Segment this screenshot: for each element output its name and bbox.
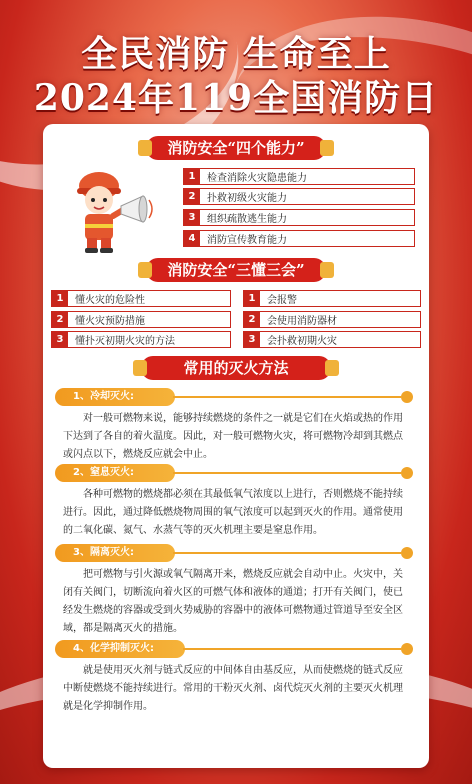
dot-icon (401, 467, 413, 479)
divider (173, 396, 401, 398)
headline-event: 2024年119全国消防日 (33, 77, 439, 119)
method-heading (55, 544, 417, 562)
method-heading-label: 4、化学抑制灭火: (55, 640, 185, 658)
item-number: 3 (244, 332, 260, 347)
list-item (243, 331, 421, 348)
section-title-fire-methods: 常用的灭火方法 (141, 356, 331, 380)
method-body: 各种可燃物的燃烧都必须在其最低氧气浓度以上进行，否则燃烧不能持续进行。因此，通过降低燃烧物周围的氧气浓度可以起到灭火的作用。通常使用的二氧化碳、氮气、水蒸气等的灭火机理主要是窒息作用。 (63, 489, 403, 536)
list-item (243, 311, 421, 328)
item-number: 4 (184, 231, 200, 246)
item-text: 检查消除火灾隐患能力 (207, 173, 307, 184)
method-body: 对一般可燃物来说，能够持续燃烧的条件之一就是它们在火焰或热的作用下达到了各自的着火温度。因此，对一般可燃物火灾，将可燃物冷却到其燃点或闪点以下，燃烧反应就会中止。 (63, 413, 403, 460)
method-heading-label: 2、窒息灭火: (55, 464, 175, 482)
divider (173, 472, 401, 474)
item-number: 2 (244, 312, 260, 327)
dot-icon (401, 391, 413, 403)
item-number: 1 (244, 291, 260, 306)
item-number: 3 (184, 210, 200, 225)
item-number: 2 (184, 189, 200, 204)
firefighter-with-megaphone-icon (63, 162, 159, 254)
list-item (51, 331, 231, 348)
item-text: 会使用消防器材 (267, 316, 337, 327)
item-text: 懂火灾预防措施 (75, 316, 145, 327)
headline-slogan: 全民消防 生命至上 (81, 33, 391, 75)
item-number: 1 (52, 291, 68, 306)
divider (183, 648, 401, 650)
item-text: 会扑救初期火灾 (267, 336, 337, 347)
divider (173, 552, 401, 554)
item-number: 3 (52, 332, 68, 347)
section-title-three-knows: 消防安全“三懂三会” (146, 258, 326, 282)
dot-icon (401, 547, 413, 559)
dot-icon (401, 643, 413, 655)
method-heading-label: 1、冷却灭火: (55, 388, 175, 406)
list-item (183, 209, 415, 226)
item-text: 懂火灾的危险性 (75, 295, 145, 306)
list-item (51, 290, 231, 307)
item-text: 扑救初级火灾能力 (207, 193, 287, 204)
list-item (183, 188, 415, 205)
section-title-four-abilities: 消防安全“四个能力” (146, 136, 326, 160)
list-item (183, 230, 415, 247)
poster-header (0, 32, 472, 120)
item-text: 消防宣传教育能力 (207, 235, 287, 246)
content-card (43, 124, 429, 768)
item-number: 1 (184, 169, 200, 184)
method-heading (55, 388, 417, 406)
list-item (183, 168, 415, 185)
method-heading (55, 464, 417, 482)
item-text: 懂扑灭初期火灾的方法 (75, 336, 175, 347)
item-text: 会报警 (267, 295, 297, 306)
item-text: 组织疏散逃生能力 (207, 214, 287, 225)
item-number: 2 (52, 312, 68, 327)
method-body: 把可燃物与引火源或氧气隔离开来，燃烧反应就会自动中止。火灾中，关闭有关阀门，切断流向着火区的可燃气体和液体的通道；打开有关阀门，使已经发生燃烧的容器或受到火势威胁的容器中的液体可燃物通过管道导至安全区域，都是隔离灭火的措施。 (63, 569, 403, 634)
method-heading (55, 640, 417, 658)
list-item (243, 290, 421, 307)
method-body: 就是使用灭火剂与链式反应的中间体自由基反应，从而使燃烧的链式反应中断使燃烧不能持续进行。常用的干粉灭火剂、卤代烷灭火剂的主要灭火机理就是化学抑制作用。 (63, 665, 403, 712)
method-heading-label: 3、隔离灭火: (55, 544, 175, 562)
list-item (51, 311, 231, 328)
